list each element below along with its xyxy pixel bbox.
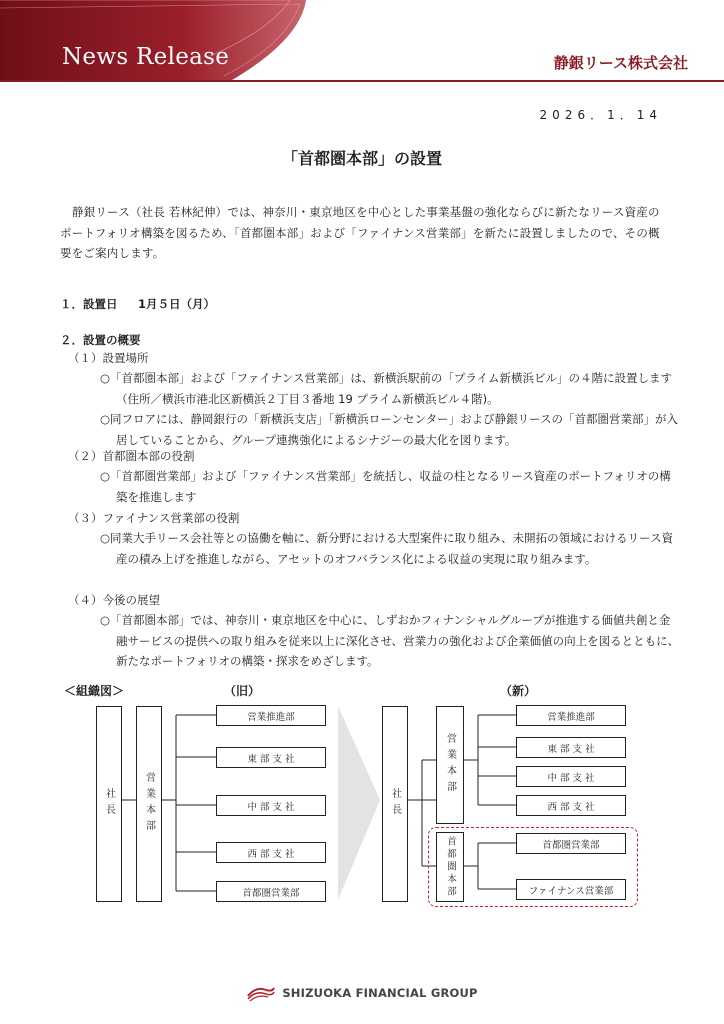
wave-logo-icon — [246, 984, 276, 1002]
old-president-box: 社長 — [96, 706, 122, 902]
sub-3-title: （３）ファイナンス営業部の役割 — [68, 511, 240, 525]
new-dept-sales-promotion: 営業推進部 — [516, 705, 626, 726]
footer-logo-text: SHIZUOKA FINANCIAL GROUP — [282, 986, 478, 1000]
section-2-heading: ２．設置の概要 — [60, 333, 141, 347]
sub-2-title: （２）首都圏本部の役割 — [68, 449, 195, 463]
old-sales-hq-box: 営業本部 — [136, 706, 162, 902]
old-dept-sales-promotion: 営業推進部 — [216, 705, 326, 726]
new-president-box: 社長 — [382, 706, 408, 902]
sub-2-item-1: ○「首都圏営業部」および「ファイナンス営業部」を統括し、収益の柱となるリース資産のポートフォリオの構築を推進します — [100, 469, 671, 504]
old-dept-metro-sales: 首都圏営業部 — [216, 881, 326, 902]
sub-1-item-2: ○同フロアには、静岡銀行の「新横浜支店」「新横浜ローンセンター」および静銀リースの「首都圏営業部」が入居していることから、グループ連携強化によるシナジーの最大化を図ります。 — [100, 412, 679, 447]
section-1-heading: １．設置日 — [60, 297, 118, 311]
old-dept-central-branch: 中 部 支 社 — [216, 795, 326, 816]
sub-1-item-1: ○「首都圏本部」および「ファイナンス営業部」は、新横浜駅前の「プライム新横浜ビル」の４階に設置します（住所／横浜市港北区新横浜２丁目３番地 19 プライム新横浜ビル４階)。 — [100, 371, 673, 406]
section-1-value: 1月５日（月） — [138, 297, 216, 311]
footer — [0, 984, 724, 1006]
old-dept-east-branch: 東 部 支 社 — [216, 747, 326, 768]
old-dept-west-branch: 西 部 支 社 — [216, 842, 326, 863]
new-dept-metro-sales: 首都圏営業部 — [516, 833, 626, 854]
intro-paragraph: 静銀リース（社長 若林紀伸）では、神奈川・東京地区を中心とした事業基盤の強化ならびに新たなリース資産のポートフォリオ構築を図るため、「首都圏本部」および「ファイナンス営業部」を新たに設置しましたので、その概要をご案内します。 — [60, 205, 660, 260]
sub-3-item-1: ○同業大手リース会社等との協働を軸に、新分野における大型案件に取り組み、未開拓の領域におけるリース資産の積み上げを推進しながら、アセットのオフバランス化による収益の実現に取り組みます。 — [100, 531, 674, 566]
news-release-title: News Release — [62, 44, 230, 70]
sub-4-title: （４）今後の展望 — [68, 593, 160, 607]
new-label: （新） — [500, 684, 537, 698]
new-dept-east-branch: 東 部 支 社 — [516, 737, 626, 758]
sfg-logo — [246, 984, 477, 1002]
document-title: 「首都圏本部」の設置 — [281, 149, 442, 168]
new-dept-finance-sales: ファイナンス営業部 — [516, 879, 626, 900]
release-date: 2026．1．14 — [539, 108, 662, 122]
old-label: （旧） — [224, 684, 261, 698]
sub-1-title: （１）設置場所 — [68, 351, 149, 365]
org-chart-label: ＜組織図＞ — [64, 684, 125, 698]
new-sales-hq-box: 営業本部 — [436, 706, 464, 824]
company-name: 静銀リース株式会社 — [553, 54, 688, 72]
new-dept-west-branch: 西 部 支 社 — [516, 795, 626, 816]
new-dept-central-branch: 中 部 支 社 — [516, 766, 626, 787]
metro-hq-box: 首都圏本部 — [436, 832, 464, 902]
sub-4-item-1: ○「首都圏本部」では、神奈川・東京地区を中心に、しずおかフィナンシャルグループが推進する価値共創と金融サービスの提供への取り組みを従来以上に深化させ、営業力の強化および企業価値の向上を図るとともに、新たなポートフォリオの構築・探求をめざします。 — [100, 613, 680, 668]
